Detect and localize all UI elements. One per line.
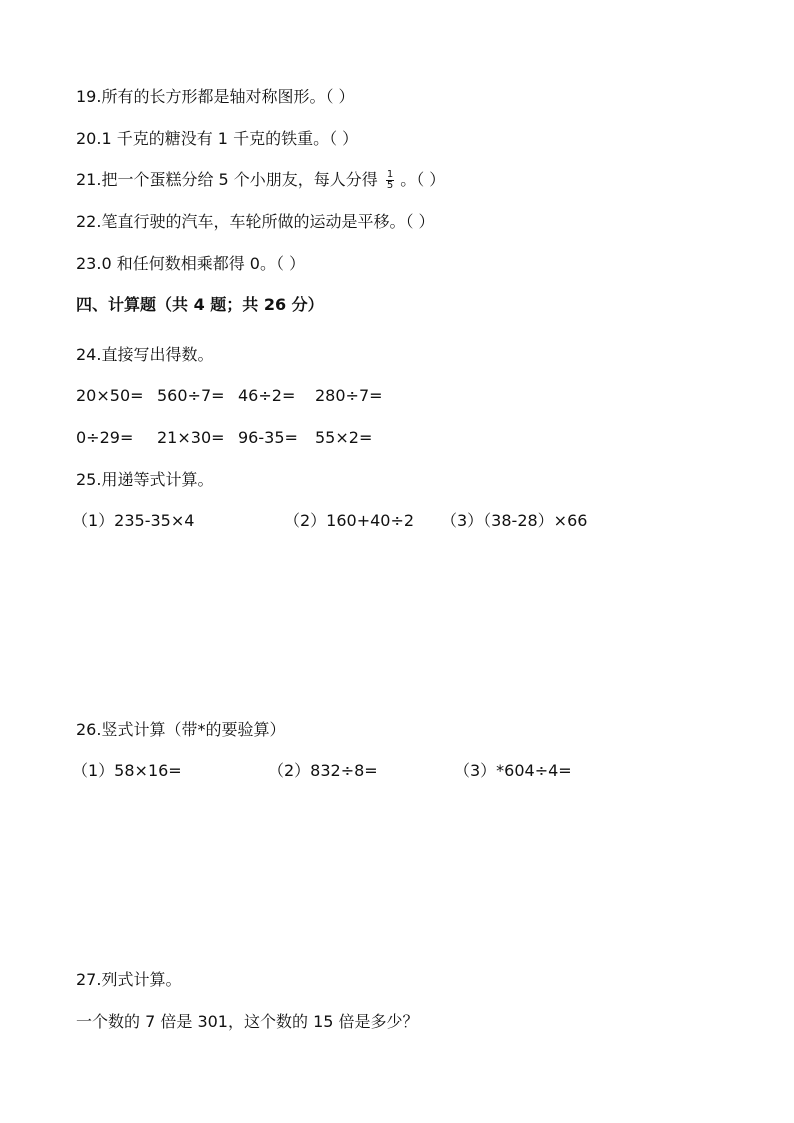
oral-calc-item: 280÷7= [315, 386, 383, 405]
oral-calc-item: 21×30= [157, 428, 225, 447]
oral-calc-item: 20×50= [76, 386, 144, 405]
vertical-calc-item: （1）58×16= [72, 761, 182, 780]
fraction-numerator: 1 [386, 169, 394, 180]
question-21-tail: 。（ ） [400, 170, 446, 189]
oral-calc-item: 0÷29= [76, 428, 134, 447]
stepwise-calc-item: （2）160+40÷2 [284, 511, 415, 530]
question-25-stem: 25.用递等式计算。 [76, 470, 214, 489]
question-22: 22.笔直行驶的汽车，车轮所做的运动是平移。（ ） [76, 212, 435, 231]
question-21-text: 21.把一个蛋糕分给 5 个小朋友，每人分得 [76, 170, 378, 189]
vertical-calc-item: （3）*604÷4= [454, 761, 572, 780]
oral-calc-item: 96-35= [238, 428, 298, 447]
oral-calc-item: 560÷7= [157, 386, 225, 405]
fraction-denominator: 5 [386, 180, 394, 191]
section-4-heading: 四、计算题（共 4 题；共 26 分） [76, 295, 324, 314]
stepwise-calc-item: （1）235-35×4 [72, 511, 195, 530]
question-27-problem: 一个数的 7 倍是 301，这个数的 15 倍是多少？ [76, 1012, 419, 1031]
question-27-stem: 27.列式计算。 [76, 970, 182, 989]
fraction-one-fifth [386, 170, 394, 191]
question-20: 20.1 千克的糖没有 1 千克的铁重。（ ） [76, 129, 359, 148]
question-24-stem: 24.直接写出得数。 [76, 345, 214, 364]
oral-calc-item: 55×2= [315, 428, 373, 447]
oral-calc-item: 46÷2= [238, 386, 296, 405]
question-23: 23.0 和任何数相乘都得 0。（ ） [76, 254, 306, 273]
question-26-stem: 26.竖式计算（带*的要验算） [76, 720, 286, 739]
question-19: 19.所有的长方形都是轴对称图形。（ ） [76, 87, 355, 106]
stepwise-calc-item: （3）（38-28）×66 [441, 511, 588, 530]
question-21 [76, 170, 445, 191]
vertical-calc-item: （2）832÷8= [268, 761, 378, 780]
